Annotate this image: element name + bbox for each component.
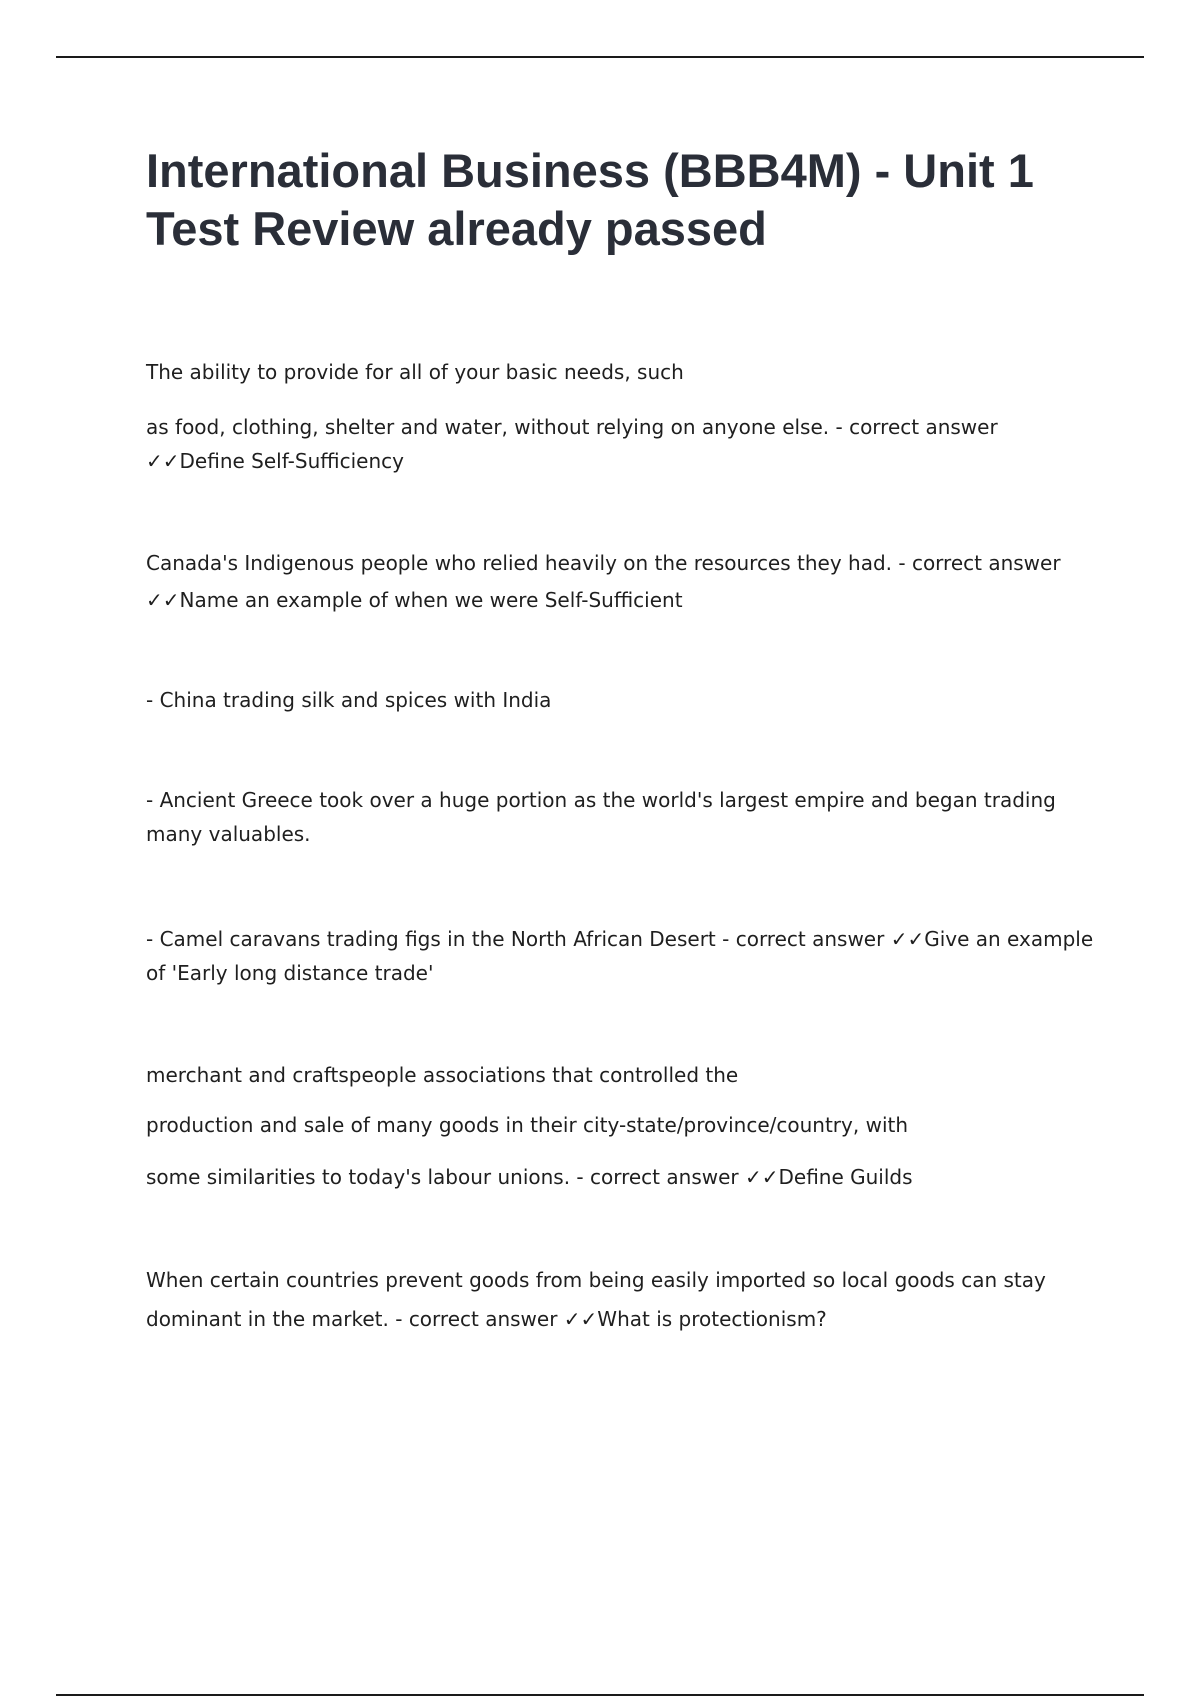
text-line: The ability to provide for all of your basic needs, such (146, 360, 684, 384)
text-line: Canada's Indigenous people who relied heavily on the resources they had. - correct answer ✓✓Name an example of when we were Self-Sufficient (146, 551, 1061, 612)
text-line: When certain countries prevent goods from being easily imported so local goods can stay dominant in the market. - correct answer ✓✓What is protectionism? (146, 1268, 1046, 1331)
text-line: - Camel caravans trading figs in the North African Desert - correct answer ✓✓Give an example of 'Early long distance trade' (146, 927, 1094, 985)
text-line: some similarities to today's labour unions. - correct answer ✓✓Define Guilds (146, 1165, 913, 1189)
text-line: - Ancient Greece took over a huge portion as the world's largest empire and began trading many valuables. (146, 788, 1056, 846)
text-line: production and sale of many goods in their city-state/province/country, with (146, 1113, 909, 1137)
text-line: - China trading silk and spices with India (146, 688, 552, 712)
bottom-rule (56, 1694, 1144, 1696)
top-rule (56, 56, 1144, 58)
text-line: merchant and craftspeople associations that controlled the (146, 1063, 739, 1087)
text-line: as food, clothing, shelter and water, without relying on anyone else. - correct answer ✓✓Define Self-Sufficiency (146, 415, 998, 473)
document-title: International Business (BBB4M) - Unit 1 Test Review already passed (146, 144, 1034, 255)
